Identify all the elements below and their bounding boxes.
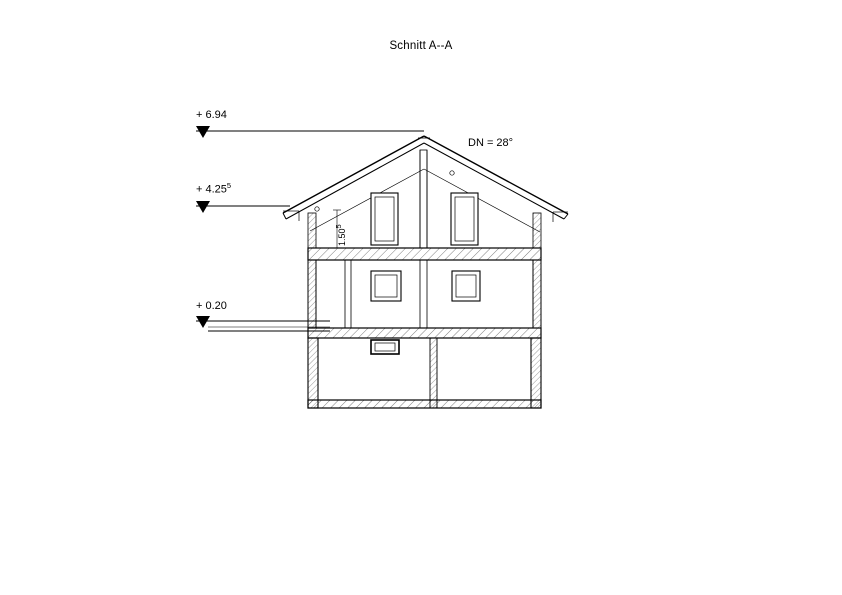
basement-window bbox=[371, 340, 399, 354]
roof-pitch-label: DN = 28° bbox=[468, 137, 514, 149]
attic-window-left bbox=[371, 193, 398, 245]
page-title: Schnitt A--A bbox=[389, 40, 453, 52]
level-label-ridge: + 6.94 bbox=[196, 109, 227, 121]
level-label-upper-floor: + $4.25^5$ bbox=[196, 181, 232, 196]
ground-floor-slab bbox=[308, 328, 541, 338]
middle-storey bbox=[308, 260, 541, 328]
level-label-ground-floor: + 0.20 bbox=[196, 300, 227, 312]
upper-floor-slab bbox=[308, 248, 541, 260]
knee-wall-dimension-label: 1.50$^5$ bbox=[334, 224, 347, 246]
attic-window-right bbox=[451, 193, 478, 245]
basement-storey bbox=[308, 338, 541, 408]
middle-window-left bbox=[371, 271, 401, 301]
middle-window-right bbox=[452, 271, 480, 301]
